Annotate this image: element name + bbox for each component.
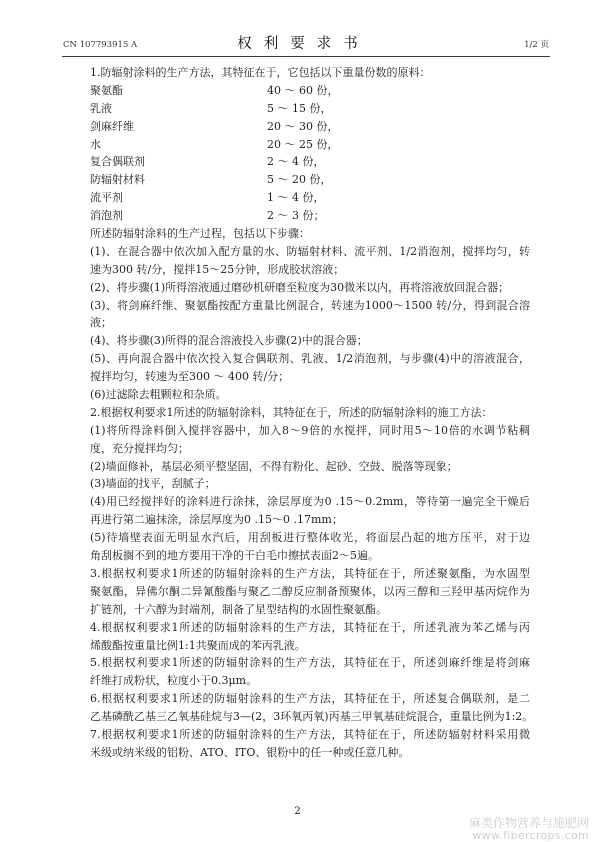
ingredient-row bbox=[90, 118, 530, 136]
text-line: (6)过滤除去粗颗粒和杂质。 bbox=[90, 388, 227, 402]
page-number: 2 bbox=[294, 806, 301, 817]
ingredient-name: 乳液 bbox=[90, 101, 112, 115]
ingredient-name: 聚氨酯 bbox=[90, 83, 123, 97]
text-line: 所述防辐射涂料的生产过程，包括以下步骤： bbox=[90, 227, 310, 241]
construction-step bbox=[90, 422, 530, 458]
text-line: 纤维打成粉状，粒度小于0.3μm。 bbox=[90, 674, 258, 688]
text-line: 速为300 转/分，搅拌15～25分钟，形成胶状溶液； bbox=[90, 262, 345, 276]
dependent-claim bbox=[90, 690, 534, 726]
text-line: (3)、将剑麻纤维、聚氨酯按配方重量比例混合，转速为1000～1500 转/分，得到混合溶 bbox=[90, 298, 530, 312]
text-line: 3.根据权利要求1所述的防辐射涂料的生产方法，其特征在于，所述聚氨酯，为水固型 bbox=[90, 566, 530, 580]
ingredient-row bbox=[90, 100, 530, 118]
ingredient-row bbox=[90, 207, 530, 225]
ingredient-amount: 5 ～ 15 份， bbox=[267, 101, 332, 115]
ingredient-name: 水 bbox=[90, 137, 101, 151]
ingredient-name: 流平剂 bbox=[90, 191, 123, 205]
text-line: 5.根据权利要求1所述的防辐射涂料的生产方法，其特征在于，所述剑麻纤维是将剑麻 bbox=[90, 656, 530, 670]
text-line: 1.防辐射涂料的生产方法，其特征在于，它包括以下重量份数的原料： bbox=[90, 66, 431, 79]
construction-step bbox=[90, 529, 530, 565]
ingredient-amount: 20 ～ 30 份， bbox=[267, 119, 339, 133]
text-line: (2)、将步骤(1)所得溶液通过磨砂机研磨至粒度为30微米以内，再将溶液放回混合器； bbox=[90, 280, 510, 294]
text-line: 液； bbox=[90, 316, 112, 330]
process-step bbox=[90, 279, 530, 297]
ingredient-amount: 5 ～ 20 份， bbox=[267, 173, 332, 187]
text-line: (1)、在混合器中依次加入配方量的水、防辐射材料、流平剂、1/2消泡剂，搅拌均匀，转 bbox=[90, 244, 530, 258]
claim-2-preamble bbox=[90, 404, 530, 422]
process-intro bbox=[90, 225, 530, 243]
text-line: (5)、再向混合器中依次投入复合偶联剂、乳液、1/2消泡剂，与步骤(4)中的溶液混合， bbox=[90, 352, 530, 366]
text-line: 4.根据权利要求1所述的防辐射涂料的生产方法，其特征在于，所述乳液为苯乙烯与丙 bbox=[90, 620, 530, 634]
text-line: 米级或纳米级的铝粉、ATO、ITO、银粉中的任一种或任意几种。 bbox=[90, 745, 410, 759]
text-line: (5)待墙壁表面无明显水汽后，用刮板进行整体收光，将面层凸起的地方压平，对于边 bbox=[90, 531, 530, 545]
process-step bbox=[90, 350, 530, 386]
ingredient-name: 消泡剂 bbox=[90, 209, 123, 223]
text-line: 7.根据权利要求1所述的防辐射涂料的生产方法，其特征在于，所述防辐射材料采用微 bbox=[90, 727, 530, 741]
process-step bbox=[90, 243, 530, 279]
ingredient-row bbox=[90, 82, 530, 100]
text-line: 再进行第二遍抹涂，涂层厚度为0 .15～0 .17mm； bbox=[90, 513, 343, 527]
ingredient-amount: 1 ～ 4 份， bbox=[267, 191, 325, 205]
text-line: (4)、将步骤(3)所得的混合溶液投入步骤(2)中的混合器； bbox=[90, 334, 368, 348]
page-indicator: 1/2 页 bbox=[524, 40, 549, 50]
ingredient-row bbox=[90, 136, 530, 154]
process-step bbox=[90, 332, 530, 350]
text-line: 搅拌均匀，转速为至300 ～ 400 转/分； bbox=[90, 370, 290, 384]
text-line: 6.根据权利要求1所述的防辐射涂料的生产方法，其特征在于，所述复合偶联剂，是二 bbox=[90, 692, 530, 706]
watermark-site-name: 麻类作物营养与施肥网 bbox=[468, 816, 589, 830]
text-line: (2)墙面修补，基层必须平整坚固，不得有粉化、起砂、空鼓、脱落等现象； bbox=[90, 459, 458, 473]
construction-step bbox=[90, 475, 530, 493]
claim-1-preamble bbox=[90, 64, 530, 82]
text-line: 度，充分搅拌均匀； bbox=[90, 441, 189, 455]
ingredient-name: 复合偶联剂 bbox=[90, 155, 145, 169]
text-line: 乙基磷酰乙基三乙氧基硅烷与3—(2，3环氧丙氧)丙基三甲氧基硅烷混合，重量比例为1:2。 bbox=[90, 710, 534, 724]
ingredient-name: 防辐射材料 bbox=[90, 173, 145, 187]
ingredient-table bbox=[90, 82, 530, 225]
ingredient-row bbox=[90, 189, 530, 207]
ingredient-amount: 2 ～ 3 份； bbox=[267, 209, 325, 223]
ingredient-row bbox=[90, 153, 530, 171]
header-divider bbox=[62, 56, 550, 57]
text-line: 角刮板搁不到的地方要用干净的干白毛巾擦拭表面2～5遍。 bbox=[90, 549, 379, 563]
ingredient-name: 剑麻纤维 bbox=[90, 119, 134, 133]
dependent-claim bbox=[90, 654, 530, 690]
construction-step bbox=[90, 458, 530, 476]
process-step bbox=[90, 297, 530, 333]
text-line: 扩链剂，十六醇为封端剂，制备了星型结构的水固性聚氨酯。 bbox=[90, 602, 387, 616]
text-line: 烯酸酯按重量比例1:1共聚而成的苯丙乳液。 bbox=[90, 638, 306, 652]
publication-number: CN 107793915 A bbox=[63, 40, 138, 50]
text-line: 聚氨酯，异佛尔酮二异氰酸酯与聚乙二醇反应制备预聚体，以丙三醇和三羟甲基丙烷作为 bbox=[90, 584, 530, 598]
text-line: (4)用已经搅拌好的涂料进行涂抹，涂层厚度为0 .15～0.2mm，等待第一遍完全干燥后 bbox=[90, 495, 530, 509]
process-step bbox=[90, 386, 530, 404]
claims-body bbox=[90, 64, 534, 762]
text-line: (3)墙面的找平，刮腻子； bbox=[90, 477, 216, 491]
text-line: 2.根据权利要求1所述的防辐射涂料，其特征在于，所述的防辐射涂料的施工方法： bbox=[90, 405, 493, 419]
dependent-claim bbox=[90, 565, 530, 619]
text-line: (1)将所得涂料倒入搅拌容器中，加入8～9倍的水搅拌，同时用5～10倍的水调节粘稠 bbox=[90, 423, 530, 437]
page-title: 权利要求书 bbox=[237, 36, 370, 52]
construction-step bbox=[90, 493, 530, 529]
dependent-claim bbox=[90, 726, 530, 762]
watermark-url: www.fibercrops.com bbox=[472, 829, 589, 842]
ingredient-row bbox=[90, 171, 530, 189]
ingredient-amount: 40 ～ 60 份， bbox=[267, 83, 339, 97]
dependent-claim bbox=[90, 619, 530, 655]
ingredient-amount: 20 ～ 25 份， bbox=[267, 137, 339, 151]
ingredient-amount: 2 ～ 4 份， bbox=[267, 155, 325, 169]
